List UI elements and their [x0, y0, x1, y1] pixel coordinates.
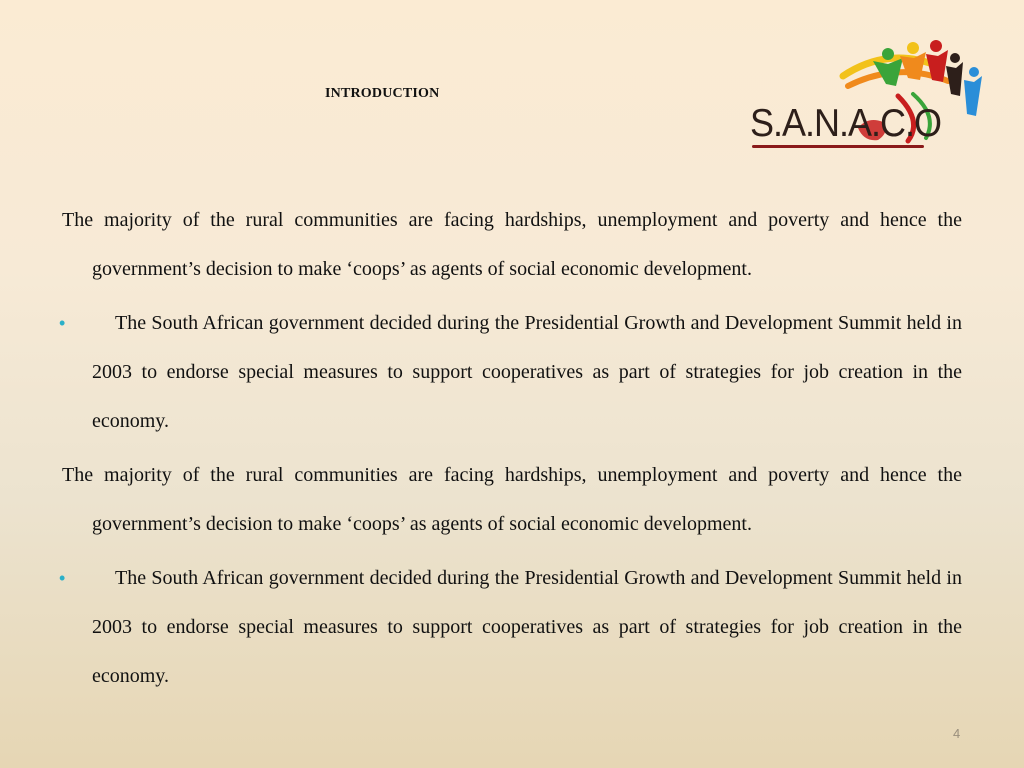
bullet-item [59, 554, 962, 701]
sanaco-logo [748, 36, 988, 154]
logo-wordmark: S.A.N.A.C.O [750, 100, 942, 145]
bullet-icon: • [59, 568, 66, 588]
bullet-text: The South African government decided during the Presidential Growth and Development Summit held in 2003 to endorse special measures to support cooperatives as part of strategies for job creation in the economy. [92, 567, 962, 687]
slide-body [59, 196, 962, 706]
logo-underline [752, 145, 924, 148]
bullet-icon: • [59, 313, 66, 333]
bullet-item [59, 299, 962, 446]
page-number: 4 [953, 726, 961, 741]
slide-title: INTRODUCTION [325, 86, 440, 101]
bullet-text: The South African government decided during the Presidential Growth and Development Summit held in 2003 to endorse special measures to support cooperatives as part of strategies for job creation in the economy. [92, 312, 962, 432]
body-paragraph: The majority of the rural communities are facing hardships, unemployment and poverty and hence the government’s decision to make ‘coops’ as agents of social economic development. [62, 464, 962, 535]
body-paragraph: The majority of the rural communities are facing hardships, unemployment and poverty and hence the government’s decision to make ‘coops’ as agents of social economic development. [62, 209, 962, 280]
